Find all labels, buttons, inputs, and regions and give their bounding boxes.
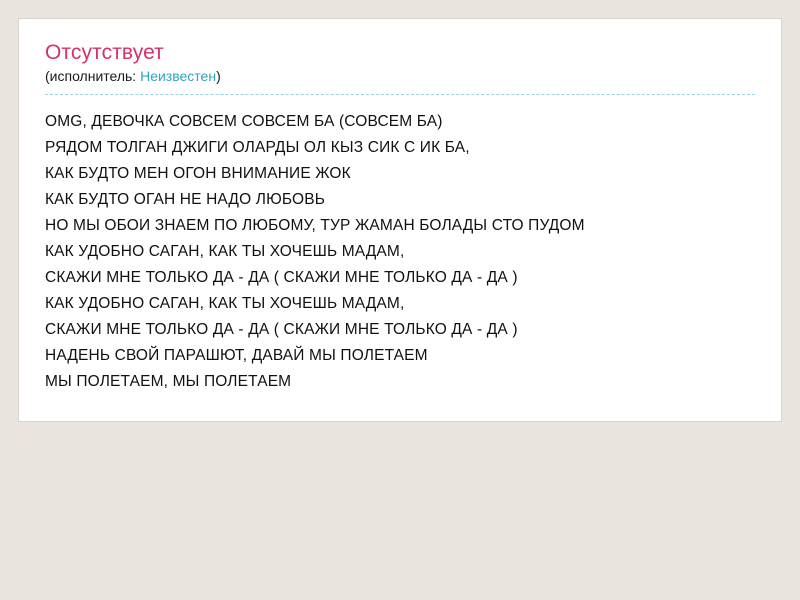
song-title: Отсутствует xyxy=(45,41,164,64)
lyrics-line: КАК БУДТО МЕН ОГОН ВНИМАНИЕ ЖОК xyxy=(45,165,351,183)
lyrics-body xyxy=(45,109,755,395)
artist-line xyxy=(45,68,755,94)
lyrics-line: СКАЖИ МНЕ ТОЛЬКО ДА - ДА ( СКАЖИ МНЕ ТОЛЬКО ДА - ДА ) xyxy=(45,321,518,339)
artist-link[interactable]: Неизвестен xyxy=(140,68,217,85)
lyrics-line: МЫ ПОЛЕТАЕМ, МЫ ПОЛЕТАЕМ xyxy=(45,373,292,391)
lyrics-card-content xyxy=(19,19,781,395)
lyrics-line: НО МЫ ОБОИ ЗНАЕМ ПО ЛЮБОМУ, ТУР ЖАМАН БОЛАДЫ СТО ПУДОМ xyxy=(45,217,585,235)
lyrics-line: OMG, ДЕВОЧКА СОВСЕМ СОВСЕМ БА (СОВСЕМ БА) xyxy=(45,113,443,131)
lyrics-card xyxy=(18,18,782,422)
lyrics-line: КАК УДОБНО САГАН, КАК ТЫ ХОЧЕШЬ МАДАМ, xyxy=(45,243,405,261)
section-divider xyxy=(45,94,755,95)
lyrics-line: НАДЕНЬ СВОЙ ПАРАШЮТ, ДАВАЙ МЫ ПОЛЕТАЕМ xyxy=(45,347,428,365)
lyrics-line: РЯДОМ ТОЛГАН ДЖИГИ ОЛАРДЫ ОЛ КЫЗ СИК С ИК БА, xyxy=(45,139,470,157)
lyrics-line: СКАЖИ МНЕ ТОЛЬКО ДА - ДА ( СКАЖИ МНЕ ТОЛЬКО ДА - ДА ) xyxy=(45,269,518,287)
lyrics-line: КАК УДОБНО САГАН, КАК ТЫ ХОЧЕШЬ МАДАМ, xyxy=(45,295,405,313)
artist-prefix-label: (исполнитель: xyxy=(45,68,141,85)
lyrics-line: КАК БУДТО ОГАН НЕ НАДО ЛЮБОВЬ xyxy=(45,191,326,209)
artist-suffix-label: ) xyxy=(216,68,221,85)
